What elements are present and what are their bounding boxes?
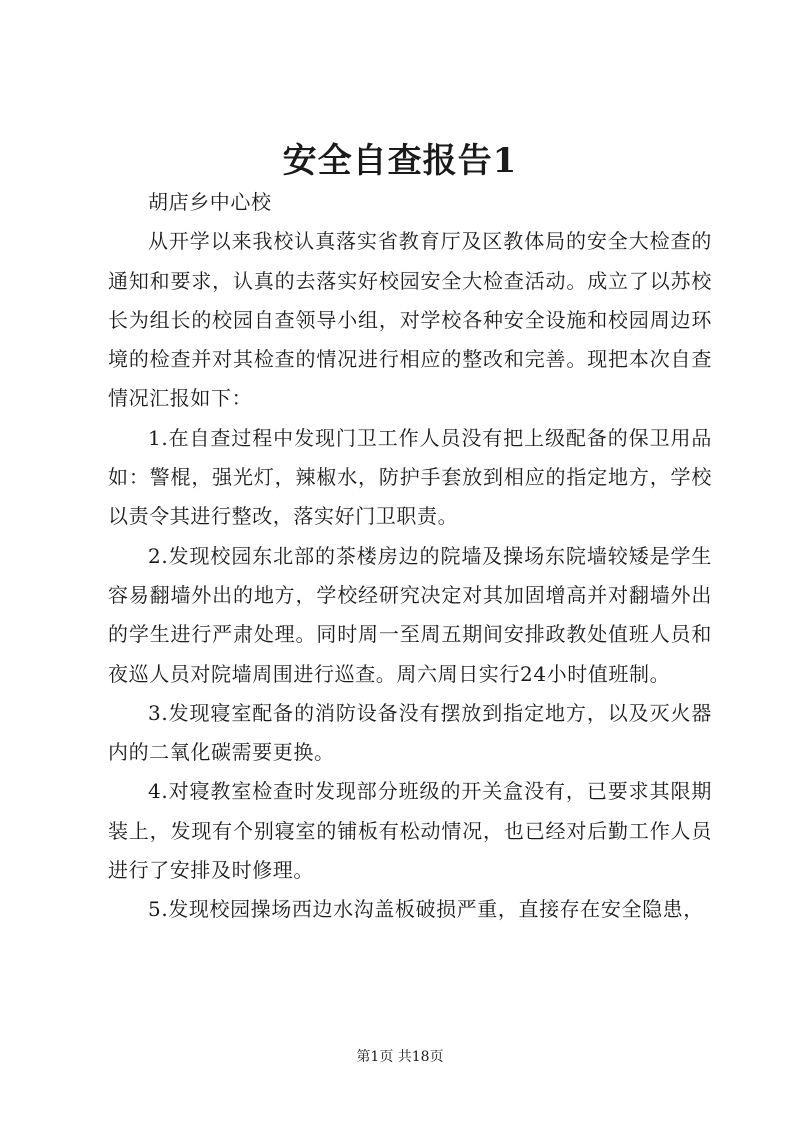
paragraph-item-5: 5.发现校园操场西边水沟盖板破损严重，直接存在安全隐患，	[148, 897, 704, 922]
document-body	[108, 183, 712, 930]
school-name: 胡店乡中心校	[148, 190, 272, 214]
paragraph-intro: 从开学以来我校认真落实省教育厅及区教体局的安全大检查的通知和要求，认真的去落实好校园安全大检查活动。成立了以苏校长为组长的校园自查领导小组，对学校各种安全设施和校园周边环境的检查并对其检查的情况进行相应的整改和完善。现把本次自查情况汇报如下：	[108, 229, 712, 411]
document-title: 安全自查报告1	[282, 141, 518, 181]
paragraph-item-4: 4.对寝教室检查时发现部分班级的开关盒没有，已要求其限期装上，发现有个别寝室的铺板有松动情况，也已经对后勤工作人员进行了安排及时修理。	[108, 779, 712, 883]
paragraph-item-3: 3.发现寝室配备的消防设备没有摆放到指定地方，以及灭火器内的二氧化碳需要更换。	[108, 700, 712, 765]
paragraph-item-2: 2.发现校园东北部的茶楼房边的院墙及操场东院墙较矮是学生容易翻墙外出的地方，学校经研究决定对其加固增高并对翻墙外出的学生进行严肃处理。同时周一至周五期间安排政教处值班人员和夜巡人员对院墙周围进行巡查。周六周日实行24小时值班制。	[108, 543, 712, 686]
page-number-footer: 第1页 共18页	[356, 1049, 444, 1065]
paragraph-item-1: 1.在自查过程中发现门卫工作人员没有把上级配备的保卫用品如：警棍，强光灯，辣椒水，防护手套放到相应的指定地方，学校以责令其进行整改，落实好门卫职责。	[108, 425, 712, 529]
